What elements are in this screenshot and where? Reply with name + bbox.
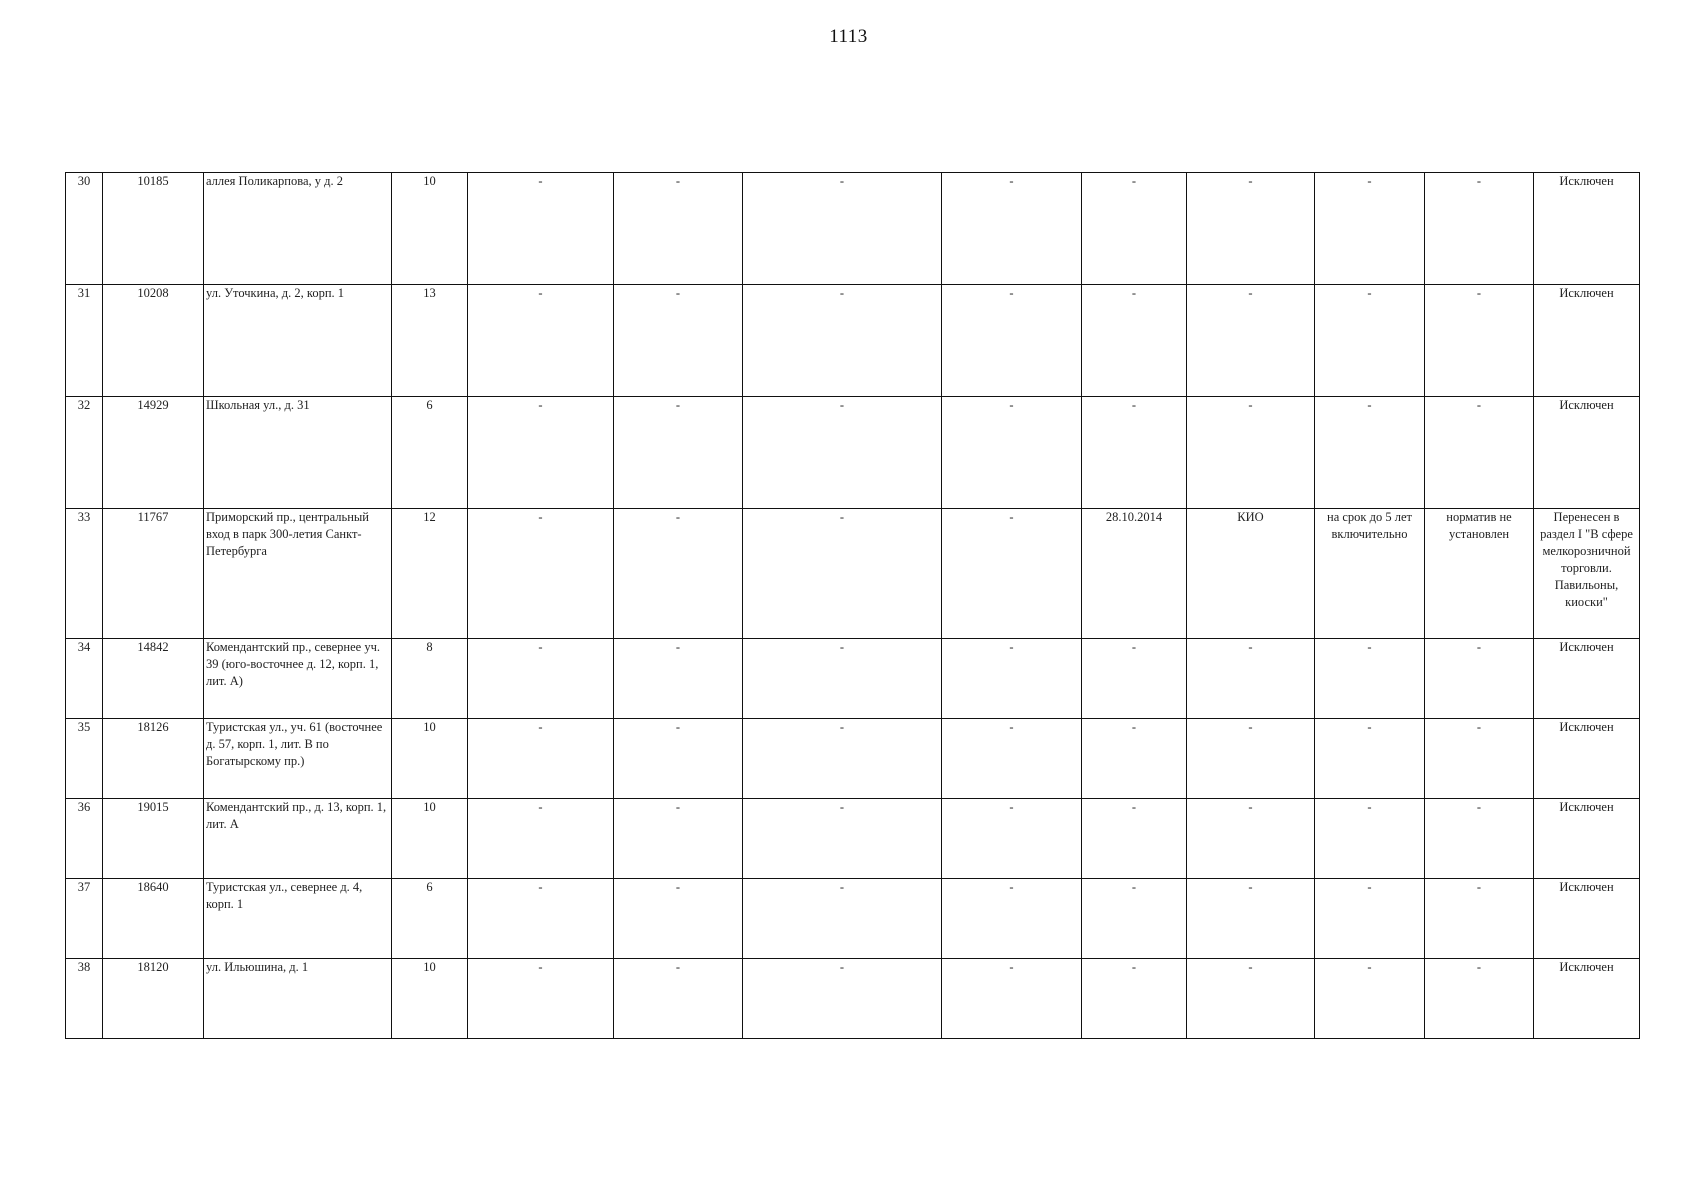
cell-col-6: - [614, 173, 743, 285]
cell-norm: - [1425, 719, 1534, 799]
cell-date: - [1082, 719, 1187, 799]
cell-term: - [1315, 959, 1425, 1039]
cell-col-8: - [942, 639, 1082, 719]
cell-term: - [1315, 173, 1425, 285]
cell-col-6: - [614, 959, 743, 1039]
cell-address: ул. Ильюшина, д. 1 [204, 959, 392, 1039]
cell-col-6: - [614, 799, 743, 879]
cell-col-7: - [743, 959, 942, 1039]
cell-term: - [1315, 719, 1425, 799]
cell-date: - [1082, 639, 1187, 719]
cell-date: - [1082, 397, 1187, 509]
cell-address: Приморский пр., центральный вход в парк 300-летия Санкт-Петербурга [204, 509, 392, 639]
table-row [66, 959, 1640, 1039]
cell-area: 8 [392, 639, 468, 719]
cell-row-number: 35 [66, 719, 103, 799]
cell-norm: - [1425, 173, 1534, 285]
cell-col-5: - [468, 959, 614, 1039]
cell-area: 12 [392, 509, 468, 639]
cell-col-7: - [743, 509, 942, 639]
cell-address: Туристская ул., уч. 61 (восточнее д. 57, корп. 1, лит. В по Богатырскому пр.) [204, 719, 392, 799]
cell-col-5: - [468, 509, 614, 639]
cell-status: Исключен [1534, 397, 1640, 509]
cell-col-8: - [942, 173, 1082, 285]
page-number: 1113 [829, 26, 868, 47]
cell-address: ул. Уточкина, д. 2, корп. 1 [204, 285, 392, 397]
cell-norm: - [1425, 879, 1534, 959]
cell-date: - [1082, 285, 1187, 397]
cell-date: 28.10.2014 [1082, 509, 1187, 639]
table-row [66, 509, 1640, 639]
cell-col-5: - [468, 173, 614, 285]
cell-row-number: 33 [66, 509, 103, 639]
cell-object-id: 18120 [103, 959, 204, 1039]
cell-col-7: - [743, 173, 942, 285]
cell-object-id: 19015 [103, 799, 204, 879]
cell-col-5: - [468, 799, 614, 879]
cell-col-7: - [743, 639, 942, 719]
cell-col-8: - [942, 799, 1082, 879]
cell-col-5: - [468, 719, 614, 799]
cell-col-8: - [942, 509, 1082, 639]
table-row [66, 173, 1640, 285]
cell-area: 10 [392, 173, 468, 285]
cell-area: 6 [392, 397, 468, 509]
cell-date: - [1082, 799, 1187, 879]
cell-col-7: - [743, 285, 942, 397]
cell-authority: - [1187, 959, 1315, 1039]
cell-col-5: - [468, 879, 614, 959]
cell-norm: - [1425, 639, 1534, 719]
cell-row-number: 38 [66, 959, 103, 1039]
cell-row-number: 30 [66, 173, 103, 285]
cell-area: 10 [392, 719, 468, 799]
cell-row-number: 32 [66, 397, 103, 509]
table-row [66, 639, 1640, 719]
cell-col-7: - [743, 397, 942, 509]
cell-col-5: - [468, 639, 614, 719]
cell-status: Исключен [1534, 799, 1640, 879]
cell-address: Туристская ул., севернее д. 4, корп. 1 [204, 879, 392, 959]
cell-col-8: - [942, 397, 1082, 509]
cell-address: Школьная ул., д. 31 [204, 397, 392, 509]
cell-address: аллея Поликарпова, у д. 2 [204, 173, 392, 285]
cell-status: Исключен [1534, 285, 1640, 397]
cell-term: - [1315, 799, 1425, 879]
cell-term: на срок до 5 лет включительно [1315, 509, 1425, 639]
cell-authority: - [1187, 719, 1315, 799]
cell-norm: - [1425, 397, 1534, 509]
cell-term: - [1315, 397, 1425, 509]
cell-object-id: 14842 [103, 639, 204, 719]
cell-norm: - [1425, 799, 1534, 879]
cell-term: - [1315, 285, 1425, 397]
cell-object-id: 10185 [103, 173, 204, 285]
cell-status: Исключен [1534, 173, 1640, 285]
cell-object-id: 18126 [103, 719, 204, 799]
cell-date: - [1082, 959, 1187, 1039]
cell-status: Исключен [1534, 879, 1640, 959]
cell-status: Исключен [1534, 959, 1640, 1039]
cell-status: Исключен [1534, 719, 1640, 799]
cell-authority: КИО [1187, 509, 1315, 639]
cell-col-6: - [614, 509, 743, 639]
table-row [66, 397, 1640, 509]
cell-col-5: - [468, 285, 614, 397]
cell-object-id: 11767 [103, 509, 204, 639]
table-body [66, 173, 1640, 1039]
cell-status: Исключен [1534, 639, 1640, 719]
cell-area: 13 [392, 285, 468, 397]
cell-col-6: - [614, 285, 743, 397]
cell-authority: - [1187, 397, 1315, 509]
cell-status: Перенесен в раздел I "В сфере мелкорозничной торговли. Павильоны, киоски" [1534, 509, 1640, 639]
table-row [66, 799, 1640, 879]
cell-row-number: 34 [66, 639, 103, 719]
cell-col-6: - [614, 719, 743, 799]
cell-address: Комендантский пр., севернее уч. 39 (юго-восточнее д. 12, корп. 1, лит. А) [204, 639, 392, 719]
cell-col-8: - [942, 719, 1082, 799]
table-row [66, 879, 1640, 959]
cell-col-7: - [743, 719, 942, 799]
cell-col-7: - [743, 799, 942, 879]
cell-authority: - [1187, 879, 1315, 959]
cell-authority: - [1187, 799, 1315, 879]
cell-col-6: - [614, 879, 743, 959]
cell-object-id: 10208 [103, 285, 204, 397]
register-table [65, 172, 1640, 1039]
cell-col-8: - [942, 959, 1082, 1039]
cell-row-number: 36 [66, 799, 103, 879]
cell-norm: - [1425, 959, 1534, 1039]
cell-date: - [1082, 173, 1187, 285]
cell-col-8: - [942, 879, 1082, 959]
cell-row-number: 31 [66, 285, 103, 397]
cell-norm: - [1425, 285, 1534, 397]
cell-norm: норматив не установлен [1425, 509, 1534, 639]
cell-date: - [1082, 879, 1187, 959]
cell-object-id: 18640 [103, 879, 204, 959]
cell-term: - [1315, 879, 1425, 959]
cell-authority: - [1187, 285, 1315, 397]
cell-area: 10 [392, 799, 468, 879]
cell-col-8: - [942, 285, 1082, 397]
cell-row-number: 37 [66, 879, 103, 959]
cell-authority: - [1187, 173, 1315, 285]
cell-object-id: 14929 [103, 397, 204, 509]
cell-authority: - [1187, 639, 1315, 719]
table-row [66, 285, 1640, 397]
cell-col-5: - [468, 397, 614, 509]
cell-area: 6 [392, 879, 468, 959]
cell-col-7: - [743, 879, 942, 959]
cell-area: 10 [392, 959, 468, 1039]
cell-address: Комендантский пр., д. 13, корп. 1, лит. А [204, 799, 392, 879]
cell-term: - [1315, 639, 1425, 719]
cell-col-6: - [614, 639, 743, 719]
cell-col-6: - [614, 397, 743, 509]
table-row [66, 719, 1640, 799]
